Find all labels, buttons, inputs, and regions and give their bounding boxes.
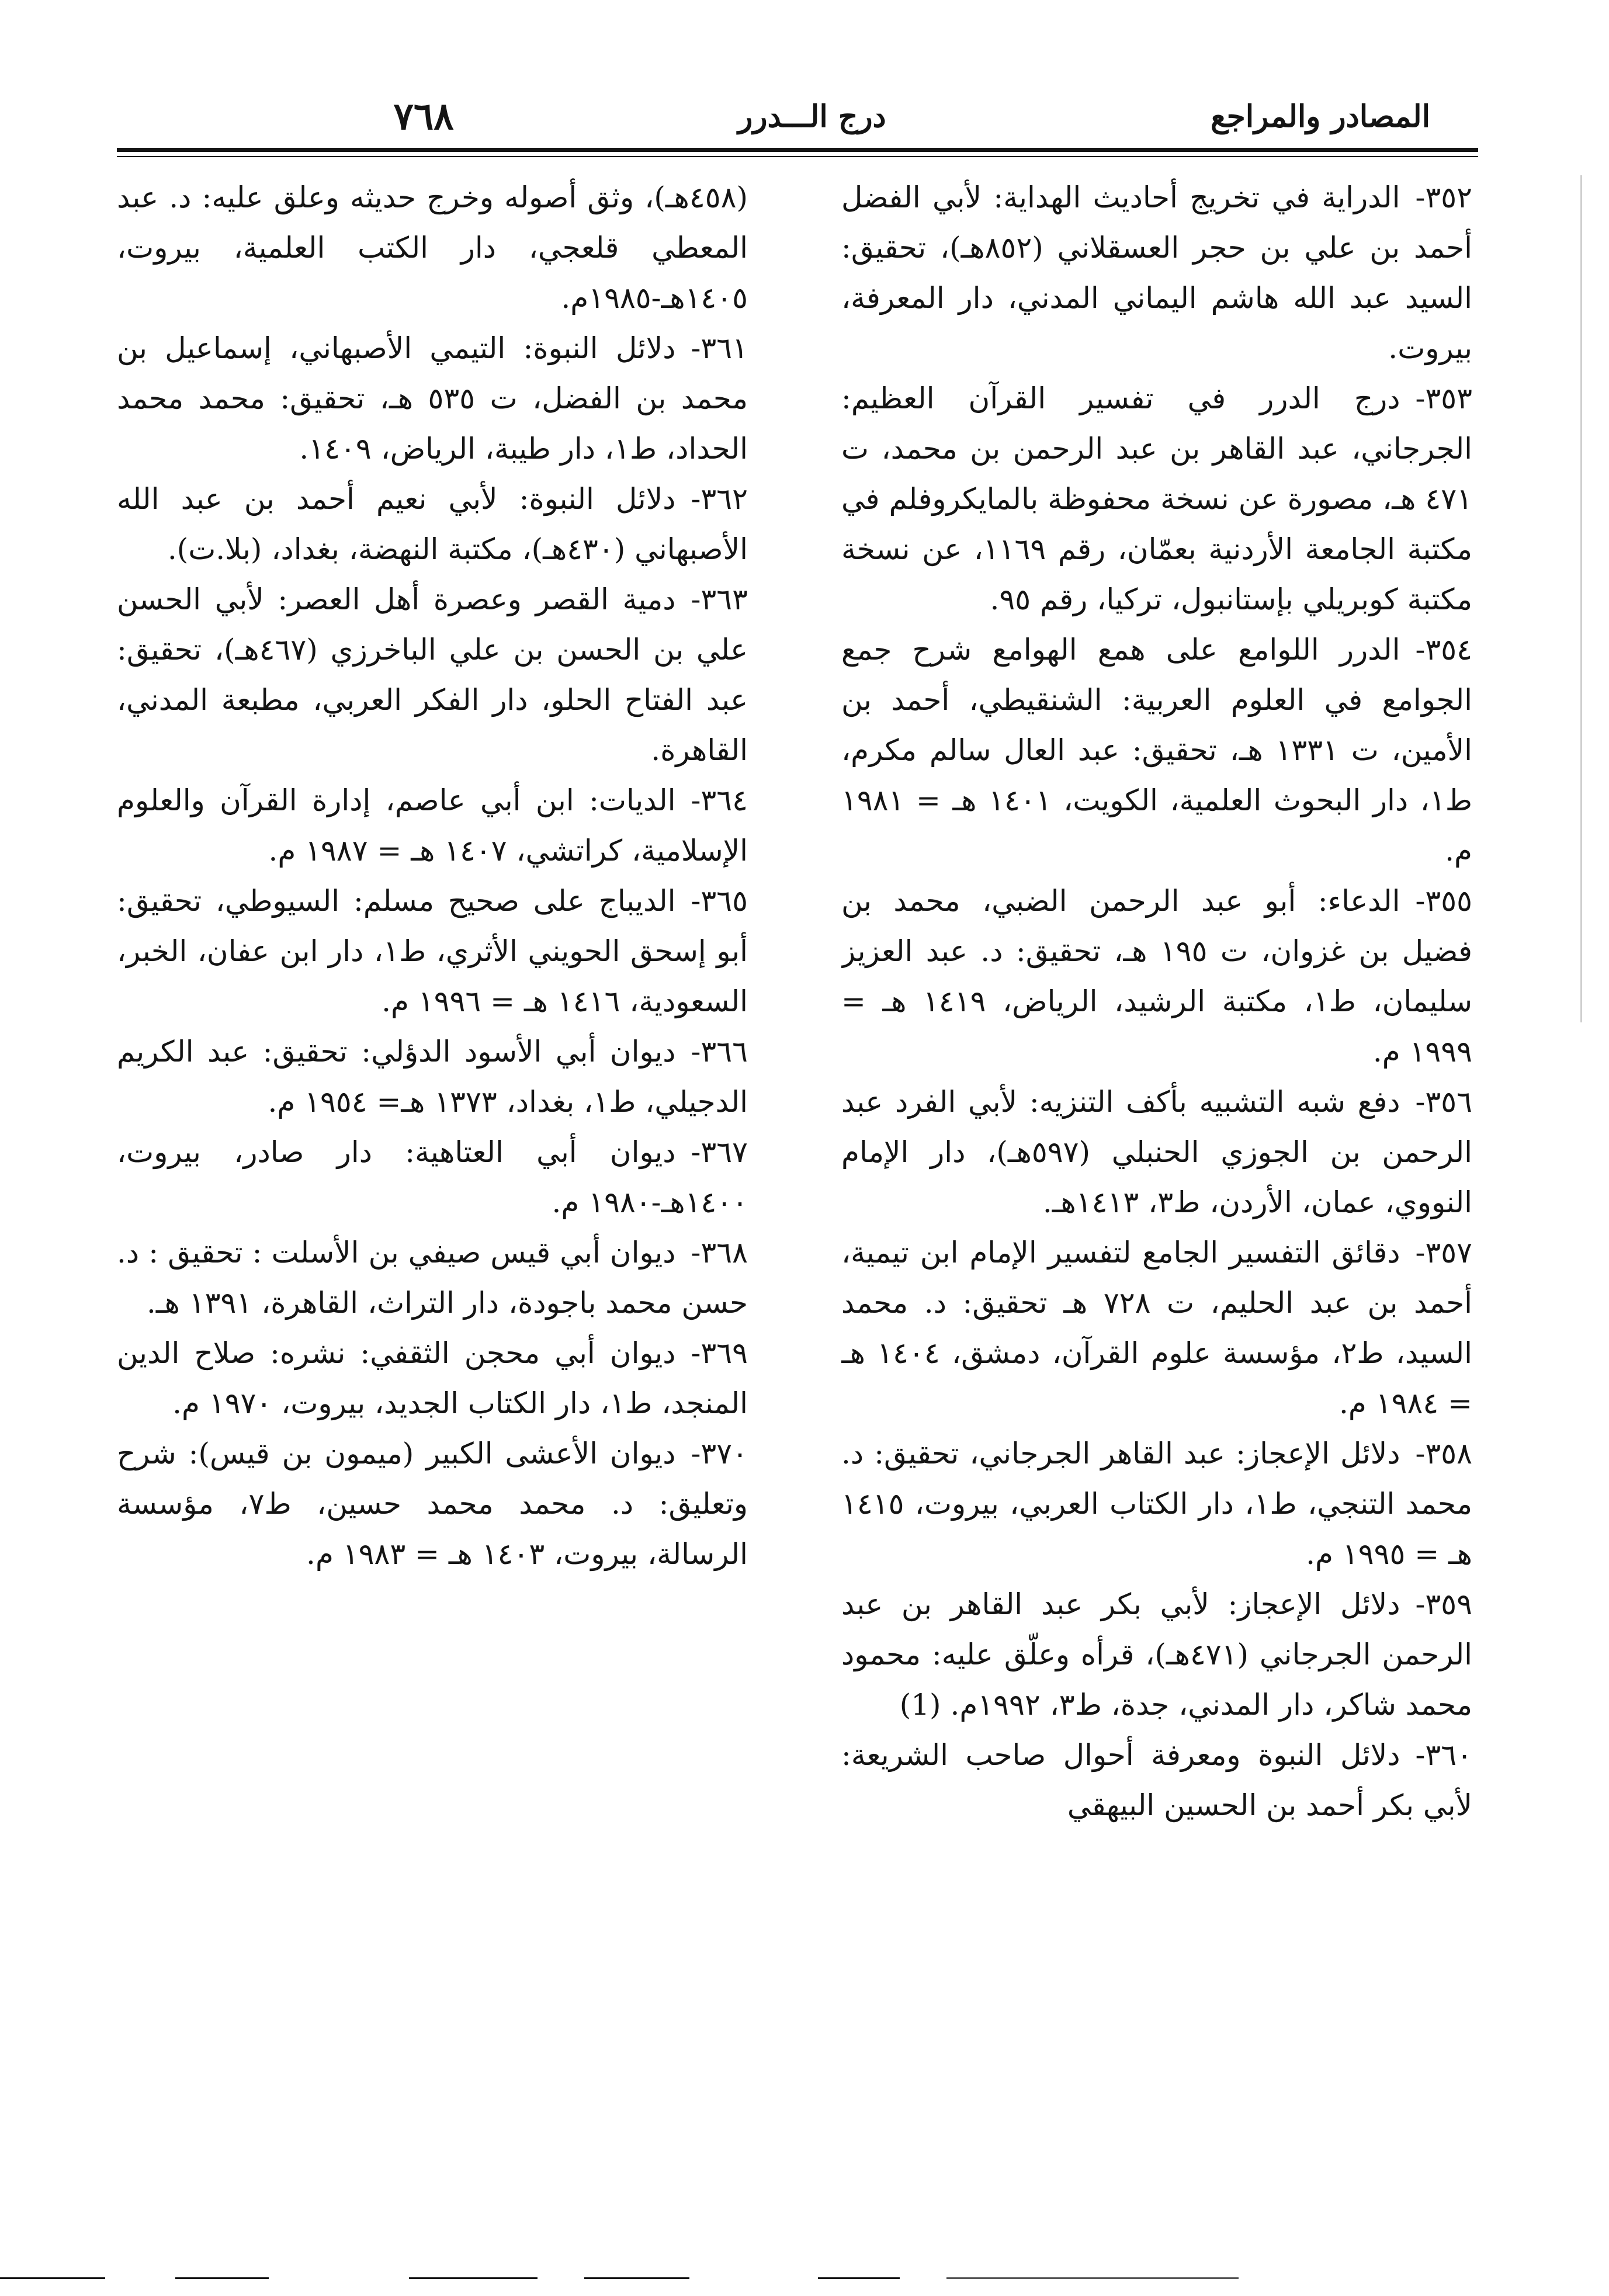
entry-number: ٣٦٦- [691, 1035, 748, 1069]
entry-number: ٣٦٩- [691, 1336, 748, 1370]
bibliography-entry [841, 1227, 1472, 1428]
entry-number: ٣٥٦- [1415, 1085, 1472, 1119]
entry-text: دفع شبه التشبيه بأكف التنزيه: لأبي الفرد عبد الرحمن بن الجوزي الحنبلي (٥٩٧هـ)، دار الإمام النووي، عمان، الأردن، ط٣، ١٤١٣هـ. [841, 1085, 1472, 1219]
bibliography-entry [841, 373, 1472, 625]
entry-text: دلائل النبوة: لأبي نعيم أحمد بن عبد الله الأصبهاني (٤٣٠هـ)، مكتبة النهضة، بغداد، (بلا.ت). [117, 482, 748, 566]
entry-number: ٣٦٠- [1415, 1738, 1472, 1772]
entry-number: ٣٥٣- [1415, 381, 1472, 415]
entry-text: دلائل الإعجاز: عبد القاهر الجرجاني، تحقيق: د. محمد التنجي، ط١، دار الكتاب العربي، بيروت، ١٤١٥ هـ = ١٩٩٥ م. [841, 1437, 1472, 1571]
entry-text: الديباج على صحيح مسلم: السيوطي، تحقيق: أبو إسحق الحويني الأثري، ط١، دار ابن عفان، الخبر، السعودية، ١٤١٦ هـ = ١٩٩٦ م. [117, 884, 748, 1018]
entry-number: ٣٦٥- [691, 884, 748, 918]
bibliography-entry [841, 876, 1472, 1077]
entry-number: ٣٥٤- [1415, 633, 1472, 667]
entry-text: ديوان أبي محجن الثقفي: نشره: صلاح الدين المنجد، ط١، دار الكتاب الجديد، بيروت، ١٩٧٠ م. [117, 1336, 748, 1420]
running-title: درج الـــدرر [738, 99, 886, 134]
entry-text: دمية القصر وعصرة أهل العصر: لأبي الحسن علي بن الحسن بن علي الباخرزي (٤٦٧هـ)، تحقيق: عبد الفتاح الحلو، دار الفكر العربي، مطبعة المدني، القاهرة. [117, 582, 748, 767]
bottom-edge-marks [0, 2277, 1609, 2279]
bibliography-entry [841, 1579, 1472, 1730]
entry-number: ٣٦٢- [691, 482, 748, 516]
bibliography-entry [117, 775, 748, 876]
entry-text: (٤٥٨هـ)، وثق أصوله وخرج حديثه وعلق عليه: د. عبد المعطي قلعجي، دار الكتب العلمية، بيروت، ١٤٠٥هـ-١٩٨٥م. [117, 181, 748, 315]
entry-number: ٣٦٣- [691, 582, 748, 616]
bibliography-entry [117, 172, 748, 323]
entry-number: ٣٥٢- [1415, 181, 1472, 214]
header-rule-thin [117, 156, 1478, 157]
bibliography-entry [841, 1428, 1472, 1579]
bibliography-entry [841, 172, 1472, 373]
bibliography-entry [117, 1328, 748, 1428]
entry-number: ٣٥٩- [1415, 1587, 1472, 1621]
entry-text: دلائل النبوة: التيمي الأصبهاني، إسماعيل بن محمد بن الفضل، ت ٥٣٥ هـ، تحقيق: محمد محمد الحداد، ط١، دار طيبة، الرياض، ١٤٠٩. [117, 331, 748, 466]
bibliography-entry [841, 1077, 1472, 1227]
bibliography-entry [117, 474, 748, 574]
entry-number: ٣٦٧- [691, 1135, 748, 1169]
bibliography-entry [117, 876, 748, 1026]
bibliography-entry [841, 1730, 1472, 1830]
entry-number: ٣٧٠- [691, 1437, 748, 1470]
right-column [841, 172, 1472, 2118]
bibliography-entry [117, 574, 748, 775]
bibliography-entry [841, 625, 1472, 876]
entry-text: الدعاء: أبو عبد الرحمن الضبي، محمد بن فضيل بن غزوان، ت ١٩٥ هـ، تحقيق: د. عبد العزيز سليمان، ط١، مكتبة الرشيد، الرياض، ١٤١٩ هـ = ١٩٩٩ م. [841, 884, 1472, 1069]
page-edge-shadow [1580, 175, 1582, 1022]
entry-number: ٣٦١- [691, 331, 748, 365]
page-number: ٧٦٨ [393, 95, 454, 138]
entry-text: درج الدرر في تفسير القرآن العظيم: الجرجاني، عبد القاهر بن عبد الرحمن بن محمد، ت ٤٧١ هـ، مصورة عن نسخة محفوظة بالمايكروفلم في مكتبة الجامعة الأردنية بعمّان، رقم ١١٦٩، عن نسخة مكتبة كوبريلي بإستانبول، تركيا، رقم ٩٥. [841, 381, 1472, 616]
entry-text: الدرر اللوامع على همع الهوامع شرح جمع الجوامع في العلوم العربية: الشنقيطي، أحمد بن الأمين، ت ١٣٣١ هـ، تحقيق: عبد العال سالم مكرم، ط١، دار البحوث العلمية، الكويت، ١٤٠١ هـ = ١٩٨١ م. [841, 633, 1472, 868]
bibliography-entry [117, 1026, 748, 1127]
left-column [117, 172, 748, 2118]
entry-number: ٣٦٨- [691, 1236, 748, 1270]
entry-text: ديوان أبي قيس صيفي بن الأسلت : تحقيق : د. حسن محمد باجودة، دار التراث، القاهرة، ١٣٩١ هـ. [117, 1236, 748, 1320]
section-title: المصادر والمراجع [1210, 99, 1431, 134]
bibliography-entry [117, 323, 748, 474]
entry-text: ديوان أبي العتاهية: دار صادر، بيروت، ١٤٠٠هـ-١٩٨٠ م. [117, 1135, 748, 1219]
bibliography-entry [117, 1428, 748, 1579]
entry-number: ٣٥٧- [1415, 1236, 1472, 1270]
entry-text: ديوان أبي الأسود الدؤلي: تحقيق: عبد الكريم الدجيلي، ط١، بغداد، ١٣٧٣ هـ= ١٩٥٤ م. [117, 1035, 748, 1119]
entry-text: الديات: ابن أبي عاصم، إدارة القرآن والعلوم الإسلامية، كراتشي، ١٤٠٧ هـ = ١٩٨٧ م. [117, 783, 748, 868]
entry-text: الدراية في تخريج أحاديث الهداية: لأبي الفضل أحمد بن علي بن حجر العسقلاني (٨٥٢هـ)، تحقيق: السيد عبد الله هاشم اليماني المدني، دار المعرفة، بيروت. [841, 181, 1472, 365]
entry-number: ٣٥٨- [1415, 1437, 1472, 1470]
bibliography-entry [117, 1127, 748, 1227]
header-rule-thick [117, 148, 1478, 152]
entry-number: ٣٥٥- [1415, 884, 1472, 918]
entry-text: دلائل الإعجاز: لأبي بكر عبد القاهر بن عبد الرحمن الجرجاني (٤٧١هـ)، قرأه وعلّق عليه: محمود محمد شاكر، دار المدني، جدة، ط٣، ١٩٩٢م. (1) [841, 1587, 1472, 1722]
entry-number: ٣٦٤- [691, 783, 748, 817]
entry-text: دلائل النبوة ومعرفة أحوال صاحب الشريعة: لأبي بكر أحمد بن الحسين البيهقي [841, 1738, 1472, 1822]
entry-text: ديوان الأعشى الكبير (ميمون بن قيس): شرح وتعليق: د. محمد محمد حسين، ط٧، مؤسسة الرسالة، بيروت، ١٤٠٣ هـ = ١٩٨٣ م. [117, 1437, 748, 1571]
entry-text: دقائق التفسير الجامع لتفسير الإمام ابن تيمية، أحمد بن عبد الحليم، ت ٧٢٨ هـ تحقيق: د. محمد السيد، ط٢، مؤسسة علوم القرآن، دمشق، ١٤٠٤ هـ = ١٩٨٤ م. [841, 1236, 1472, 1420]
bibliography-entry [117, 1227, 748, 1328]
